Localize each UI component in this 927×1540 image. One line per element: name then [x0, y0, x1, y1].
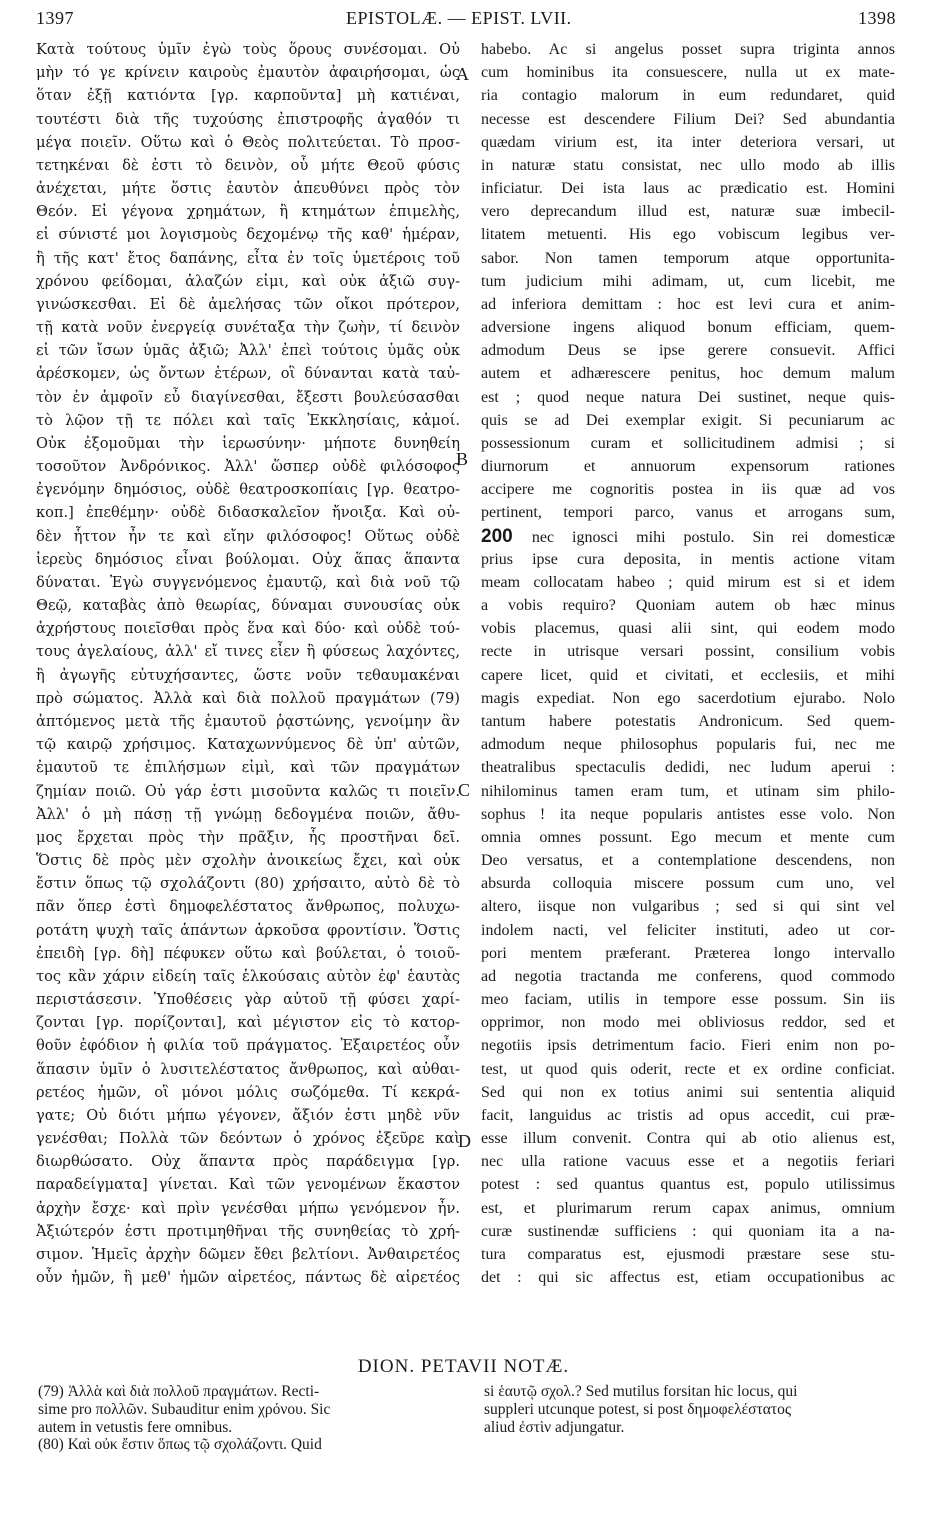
greek-text-line: τους ἀγελαίους, ἀλλ' εἴ τινες εἶεν ἢ φύσεως λαχόντες, — [36, 643, 460, 661]
greek-text-line: τὸν ἐν ἀμφοῖν εὖ διαγίνεσθαι, ἔξεστι βουλεύσασθαι — [36, 388, 460, 406]
latin-text-line: magis expediat. Non ego sacerdotium ejurabo. Nolo — [481, 689, 895, 707]
margin-letter-b: B — [456, 449, 469, 469]
latin-text-line: a vobis requiro? Quoniam autem ob hæc minus — [481, 597, 895, 615]
latin-text-line: ad negotia tractanda me conferens, quod commodo — [481, 967, 895, 985]
greek-text-line: ἐγενόμην δημόσιος, οὐδὲ θεατροσκοπίαις [γρ. θεατρο- — [36, 481, 460, 499]
greek-text-line: Ἀξιώτερόν ἐστι προτιμηθῆναι τῆς συνηθείας τὸ χρή- — [36, 1222, 460, 1240]
greek-text-line: ὅταν ἐξῇ κατιόντα [γρ. καρποῦντα] μὴ κατιέναι, — [36, 87, 460, 105]
latin-text-line: recte in utrisque versari possint, consilium vobis — [481, 643, 895, 661]
greek-text-line: ἀρέσκομεν, ὡς ὄντων ἑτέρων, οἳ δύνανται κατὰ ταὐ- — [36, 365, 460, 383]
greek-text-line: γατε; Οὐ διότι μήπω γέγονεν, ἄξιόν ἐστι μηδὲ νῦν — [36, 1106, 460, 1124]
latin-text-line: litatem metuenti. His ego vobiscum legibus ver- — [481, 226, 895, 244]
greek-text-line: εἰ τῶν ἴσων ὑμᾶς ἀξιῶ; Ἀλλ' ἐπεὶ τούτοις ὑμᾶς οὐκ — [36, 342, 460, 360]
latin-text-line: potest : sed quantus quantus est, populo utilissimus — [481, 1176, 895, 1194]
greek-text-line: ροτάτη ψυχὴ ταῖς ἁπάντων ἀρκοῦσα φροντίσιν. Ὅστις — [36, 921, 460, 939]
latin-text-line: Sed qui non ex totius animi sui sententia aliquid — [481, 1083, 895, 1101]
note-line: (79) Ἀλλὰ καὶ διὰ πολλοῦ πραγμάτων. Recti- — [38, 1383, 320, 1400]
notes-title: DION. PETAVII NOTÆ. — [357, 1356, 570, 1377]
latin-text-line: possessionum curam et sollicitudinem admisi ; si — [481, 434, 895, 452]
greek-text-line: παραδείγματα] γίνεται. Καὶ τῶν γενομένων ἕκαστον — [36, 1176, 460, 1194]
greek-text-line: ἀχρήστους ποιεῖσθαι πρὸς ἕνα καὶ δύο· καὶ οὐδὲ τού- — [36, 620, 460, 638]
latin-text-line: indolem nacti, vel feliciter instituti, adeo ut cor- — [481, 921, 895, 939]
latin-text-line: opprimor, non modo mei obliviosus reddor, sed et — [481, 1014, 895, 1032]
latin-text-line: admodum neque philosophus popularis fui, nec me — [481, 736, 895, 754]
latin-text-line: sophus ! ita neque popularis antistes esse volo. Non — [481, 805, 895, 823]
latin-text-line: adversione ingens aliquod bonum efficiam, quem- — [481, 319, 895, 337]
greek-text-line: τῇ κατὰ νοῦν ἐνεργείᾳ συνέταξα τὴν ζωὴν, τί δεινὸν — [36, 319, 460, 337]
margin-letter-c: C — [458, 780, 471, 800]
latin-text-line: est ; quod neque natura Dei sustinet, neque quis- — [481, 388, 895, 406]
latin-text-line: inficiatur. Dei ista laus ac prædicatio est. Homini — [481, 180, 895, 198]
greek-text-line: τος κἂν χάριν εἰδείη ταῖς ἑλκούσαις αὐτὸν ἐφ' ἑαυτὰς — [36, 967, 460, 985]
latin-text-line: tura comparatus est, ejusmodi præstare sese stu- — [481, 1245, 895, 1263]
latin-text-line: ad inferiora demittam : hoc est levi cura et anim- — [481, 295, 895, 313]
latin-text-line: vero deprecandum illud est, naturæ suæ imbecil- — [481, 203, 895, 221]
greek-text-line: μέγα ποιεῖν. Οὕτω καὶ ὁ Θεὸς πολιτεύεται. Τὸ προσ- — [36, 133, 460, 151]
latin-text-line: in naturæ statu consistat, nec ullo modo ab illis — [481, 156, 895, 174]
note-line: sime pro πολλῶν. Subauditur enim χρόνου. Sic — [38, 1400, 331, 1418]
note-line: si ἑαυτῷ σχολ.? Sed mutilus forsitan hic locus, qui — [484, 1383, 798, 1400]
notes-left-column — [38, 1383, 458, 1454]
latin-text-line: det : qui sic affectus est, etiam occupationibus ac — [481, 1269, 895, 1287]
latin-text-line: esse illum convenit. Contra qui ab otio alienus est, — [481, 1130, 895, 1148]
latin-text-line: meam collocatam habeo ; quid mirum est si et idem — [481, 573, 895, 591]
latin-text-line: nec ulla ratione vacuus esse et a negotiis feriari — [481, 1153, 895, 1171]
latin-text-line: diurnorum et annuorum expensorum rationes — [481, 458, 895, 476]
greek-text-line: πᾶν ὅπερ ἐστὶ δημοφελέστατος ἄνθρωπος, πολυχω- — [36, 898, 460, 916]
greek-text-line: δύναται. Ἐγὼ συγγενόμενος ἐμαυτῷ, καὶ διὰ νοῦ τῷ — [36, 573, 460, 591]
greek-text-line: εἰ σύνιστέ μοι λογισμοὺς δεχομένῳ τῆς καθ' ἡμέραν, — [36, 226, 460, 244]
latin-text-line: autem et adhærescere penitus, hoc demum malum — [481, 365, 895, 383]
greek-text-line: Θεῷ, καταβὰς ἀπὸ θεωρίας, δύναμαι συνουσίας οὐκ — [36, 597, 460, 615]
latin-text-line: nihilominus tamen eram tum, et utinam sim philo- — [481, 782, 895, 800]
greek-text-line: τοσοῦτον Ἀνδρόνικος. Ἀλλ' ὥσπερ οὐδὲ φιλόσοφος — [36, 458, 460, 476]
greek-text-line: ἐμαυτοῦ τε ἐπιλήσμων εἰμὶ, καὶ τῶν πραγμάτων — [36, 759, 460, 777]
latin-text-line: altero, iisque non vulgaribus ; sed si qui sint vel — [481, 898, 895, 916]
greek-text-line: ζονται [γρ. πορίζονται], καὶ μέγιστον εἰς τὸ κατορ- — [36, 1014, 460, 1032]
greek-text-line: ἀνέχεται, μήτε ὅστις ἑαυτὸν ἀπευθύνει πρὸς τὸν — [36, 180, 460, 198]
latin-text-line: capere licet, quid et civitati, et ecclesiis, et mihi — [481, 666, 895, 684]
latin-text-line: admodum Deus se ipse gerere consuevit. Affici — [481, 342, 895, 360]
note-line: autem in vetustis fere omnibus. — [38, 1418, 233, 1436]
latin-text-line: absurda colloquia miscere possum cum uno, vel — [481, 875, 895, 893]
greek-text-line: πρὸ σώματος. Ἀλλὰ καὶ διὰ πολλοῦ πραγμάτων (79) — [36, 689, 460, 707]
latin-text-line: necesse est descendere Filium Dei? Sed abundantia — [481, 110, 895, 128]
greek-text-line: Θεόν. Εἰ γέγονα χρημάτων, ἢ κτημάτων ἐπιμελὴς, — [36, 203, 460, 221]
greek-text-line: μὴν τό γε κρίνειν καιροὺς ἐμαυτὸν ἀφαιρήσομαι, ὡς — [36, 64, 460, 82]
latin-text-line: accipere me cognoritis postea in iis quæ ad vos — [481, 481, 895, 499]
greek-text-line: Ὅστις δὲ πρὸς μὲν σχολὴν ἀνοικείως ἔχει, καὶ οὐκ — [36, 852, 460, 870]
greek-text-line: διωρθώσατο. Οὐχ ἅπαντα πρὸς παράδειγμα [γρ. — [36, 1153, 460, 1171]
margin-letter-a: A — [456, 64, 469, 84]
latin-text-line: habebo. Ac si angelus posset supra triginta annos — [481, 41, 895, 58]
greek-text-line: θοῦν ἐφόδιον ἡ φιλία τοῦ πράγματος. Ἐξαιρετέος οὖν — [36, 1037, 460, 1055]
running-title: EPISTOLÆ. — EPIST. LVII. — [346, 8, 572, 28]
notes-right-column — [484, 1383, 894, 1436]
latin-text-line: pertinent, tempori parco, vanus et arrogans sum, — [481, 504, 895, 522]
greek-text-line: ἀρχὴν ἔσχε· καὶ πρὶν γενέσθαι μήπω γενόμενον ἦν. — [36, 1199, 460, 1217]
greek-text-line: Κατὰ τούτους ὑμῖν ἐγὼ τοὺς ὅρους συνέσομαι. Οὐ — [36, 41, 460, 58]
greek-text-line: κοπ.] ἐπεθέμην· οὐδὲ διδασκαλεῖον ἤνοιξα. Καὶ οὐ- — [36, 504, 460, 522]
latin-text-line: tantum habere potestatis Andronicum. Sed quem- — [481, 712, 895, 730]
greek-text-line: χρόνου φείδομαι, ἀλαζών εἰμι, καὶ οὐκ ἀξιῶ συγ- — [36, 272, 460, 290]
note-line: (80) Καὶ οὐκ ἔστιν ὅπως τῷ σχολάζοντι. Quid — [38, 1436, 322, 1454]
latin-text-line: Deo versatus, et a contemplatione descendens, non — [481, 852, 895, 870]
greek-text-line: περιστάσεσιν. Ὑποθέσεις γὰρ αὐτοῦ τῇ φύσει χαρί- — [36, 991, 460, 1009]
greek-text-line: μος ἔρχεται πρὸς τὴν πρᾶξιν, ἧς προστῆναι δεῖ. — [36, 828, 460, 846]
greek-text-line: Ἀλλ' ὁ μὴ πάσῃ τῇ γνώμῃ δεδογμένα ποιῶν, ἄθυ- — [36, 805, 460, 823]
greek-text-line: δὲν ἧττον ἦν τε καὶ εἴην φιλόσοφος! Οὕτως οὐδὲ — [36, 527, 460, 545]
note-line: suppleri utcunque potest, si post δημοφελέστατος — [484, 1400, 791, 1418]
greek-text-line: ἔστιν ὅπως τῷ σχολάζοντι (80) χρήσαιτο, αὐτὸ δὲ τὸ — [36, 875, 460, 893]
greek-text-column — [36, 38, 460, 1289]
latin-text-line: sabor. Non tamen temporum atque opportunita- — [481, 249, 895, 267]
greek-text-line: ἐπειδὴ [γρ. δὴ] πέφυκεν οὕτω καὶ βούλεται, ὁ τοιοῦ- — [36, 944, 460, 962]
latin-text-line: tum judicium mihi adimam, ut, cum licebit, me — [481, 272, 895, 290]
greek-text-line: ἢ ἀγωγῆς εὐτυχήσαντες, ὥστε νοῦν τεθαυμακέναι — [36, 666, 460, 684]
greek-text-line: Οὐκ ἐξομοῦμαι τὴν ἱερωσύνην· μήποτε δυνηθείη — [36, 434, 460, 452]
greek-text-line: τὸ λῷον τῇ τε πόλει καὶ ταῖς Ἐκκλησίαις, κἀμοί. — [36, 411, 460, 429]
latin-text-line: quædam virium est, ita inter deteriora versari, ut — [481, 133, 895, 151]
latin-text-line: prius ipse cura deposita, in mentis actione vitam — [481, 550, 895, 568]
latin-text-line: curæ sustinendæ sufficiens : qui quoniam ita a na- — [481, 1222, 895, 1240]
latin-text-line: ria contagio malorum in eum redundaret, quid — [481, 87, 895, 105]
page-header — [36, 8, 896, 38]
latin-text-column — [481, 38, 895, 1289]
latin-text-line: theatralibus spectaculis dedidi, nec ludum aperui : — [481, 759, 895, 777]
latin-text-line — [481, 525, 895, 548]
greek-text-line: τῷ καιρῷ χρήσιμος. Καταχωννύμενος δὲ ὑπ' αὐτῶν, — [36, 736, 460, 754]
greek-text-line: γενέσθαι; Πολλὰ τῶν δεόντων ὁ χρόνος ἐξεῦρε καὶ — [36, 1130, 460, 1148]
latin-text-line: meo faciam, utilis in tempore esse possum. Sin iis — [481, 991, 895, 1009]
latin-text-line: omnia omnes possunt. Ego mecum et mente cum — [481, 828, 895, 846]
greek-text-line: σιμον. Ἡμεῖς ἀρχὴν δῶμεν ἔθει βελτίονι. Ἀνθαιρετέος — [36, 1245, 460, 1263]
greek-text-line: ζημίαν ποιῶ. Οὐ γάρ ἐστι μισοῦντα καλῶς τι ποιεῖν. — [36, 782, 460, 800]
latin-text-line: vobis placemus, quasi alii sint, qui eodem modo — [481, 620, 895, 638]
greek-text-line: τετηκέναι δὲ ἐστι τὸ δεινὸν, οὗ μήτε Θεοῦ φύσις — [36, 156, 460, 174]
latin-text-line: facit, languidus ac tristis ad opus accedit, cui præ- — [481, 1106, 895, 1124]
greek-text-line: γινώσκεσθαι. Εἰ δὲ ἀμελήσας τῶν οἴκοι πρότερον, — [36, 295, 460, 313]
column-number: 200 — [481, 525, 532, 547]
latin-text-line: cum hominibus ita consuescere, nulla ut ex mate- — [481, 64, 895, 82]
greek-text-line: ἱερεὺς δημόσιος εἶναι βούλομαι. Οὐχ ἅπας ἅπαντα — [36, 550, 460, 568]
latin-text-line: test, ut quod quis oderit, recte et ex ordine conficiat. — [481, 1060, 895, 1078]
page-number-right: 1398 — [858, 8, 896, 28]
latin-text-line: est, et plurimarum rerum capax animus, omnium — [481, 1199, 895, 1217]
note-line: aliud ἐστὶν adjungatur. — [484, 1418, 625, 1436]
greek-text-line: ἀπτόμενος μετὰ τῆς ἐμαυτοῦ ῥᾳστώνης, γενοίμην ἂν — [36, 712, 460, 730]
latin-text-line-content: nec ignosci mihi postulo. Sin rei domesticæ — [531, 528, 895, 546]
latin-text-line: quis se ad Dei exemplar exigit. Si pecuniarum ac — [481, 411, 895, 429]
greek-text-line: ἅπασιν ὑμῖν ὁ λυσιτελέστατος ἄνθρωπος, καὶ αὐθαι- — [36, 1060, 460, 1078]
latin-text-line: negotiis ipsis detrimentum facio. Fieri enim non po- — [481, 1037, 895, 1055]
page-number-left: 1397 — [36, 8, 74, 28]
greek-text-line: τουτέστι διὰ τῆς τυχούσης ἐπιστροφῆς ἀγαθόν τι — [36, 110, 460, 128]
greek-text-line: ἢ τῆς κατ' ἔτος δαπάνης, εἶτα ἐν τοῖς ὑμετέροις τοῦ — [36, 249, 460, 267]
margin-letter-d: D — [458, 1131, 471, 1151]
latin-text-line: pori mentem præferant. Præterea longo intervallo — [481, 944, 895, 962]
greek-text-line: ρετέος ἡμῶν, οἳ μόνοι μόλις σωζόμεθα. Τί κεκρά- — [36, 1083, 460, 1101]
greek-text-line: οὖν ἡμῶν, ἢ μεθ' ἡμῶν αἱρετέος, πάντως δὲ αἱρετέος — [36, 1269, 460, 1287]
